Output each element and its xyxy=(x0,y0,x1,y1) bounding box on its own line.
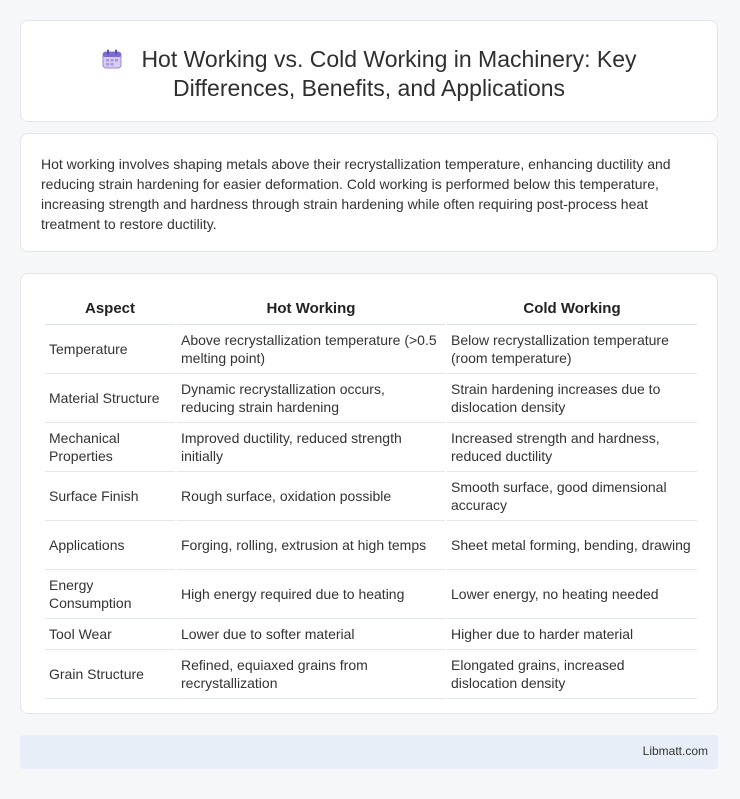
cell-hot: High energy required due to heating xyxy=(177,570,445,619)
cell-hot: Refined, equiaxed grains from recrystallization xyxy=(177,650,445,699)
cell-aspect: Applications xyxy=(45,521,175,570)
intro-card xyxy=(20,133,718,252)
table-row xyxy=(45,650,697,699)
cell-hot: Rough surface, oxidation possible xyxy=(177,472,445,521)
cell-cold: Lower energy, no heating needed xyxy=(447,570,697,619)
cell-cold: Higher due to harder material xyxy=(447,619,697,650)
cell-cold: Smooth surface, good dimensional accuracy xyxy=(447,472,697,521)
table-row xyxy=(45,570,697,619)
cell-aspect: Tool Wear xyxy=(45,619,175,650)
cell-hot: Dynamic recrystallization occurs, reducing strain hardening xyxy=(177,374,445,423)
header-aspect: Aspect xyxy=(45,294,175,325)
title-card xyxy=(20,20,718,122)
cell-hot: Above recrystallization temperature (>0.5 melting point) xyxy=(177,325,445,374)
cell-aspect: Grain Structure xyxy=(45,650,175,699)
intro-paragraph: Hot working involves shaping metals above their recrystallization temperature, enhancing ductility and reducing strain hardening for easier deformation. Cold working is performed below this temperature, increasing strength and hardness through strain hardening while often requiring post-process heat treatment to restore ductility. xyxy=(41,156,671,232)
table-row xyxy=(45,423,697,472)
cell-hot: Improved ductility, reduced strength initially xyxy=(177,423,445,472)
cell-aspect: Mechanical Properties xyxy=(45,423,175,472)
cell-cold: Sheet metal forming, bending, drawing xyxy=(447,521,697,570)
table-row xyxy=(45,619,697,650)
cell-aspect: Surface Finish xyxy=(45,472,175,521)
cell-hot: Forging, rolling, extrusion at high temps xyxy=(177,521,445,570)
title-line-2: Differences, Benefits, and Applications xyxy=(172,75,566,101)
footer-brand[interactable]: Libmatt.com xyxy=(642,744,708,758)
table-row xyxy=(45,521,697,570)
cell-hot: Lower due to softer material xyxy=(177,619,445,650)
title-line-1: Hot Working vs. Cold Working in Machinery: Key xyxy=(141,46,637,72)
cell-cold: Increased strength and hardness, reduced ductility xyxy=(447,423,697,472)
cell-cold: Below recrystallization temperature (room temperature) xyxy=(447,325,697,374)
page-title xyxy=(21,45,717,103)
cell-aspect: Temperature xyxy=(45,325,175,374)
footer-bar xyxy=(20,735,718,769)
comparison-table xyxy=(43,294,699,699)
cell-aspect: Energy Consumption xyxy=(45,570,175,619)
calendar-icon xyxy=(101,48,123,70)
comparison-table-card xyxy=(20,273,718,714)
header-cold-working: Cold Working xyxy=(447,294,697,325)
cell-cold: Elongated grains, increased dislocation density xyxy=(447,650,697,699)
header-hot-working: Hot Working xyxy=(177,294,445,325)
table-row xyxy=(45,374,697,423)
cell-cold: Strain hardening increases due to dislocation density xyxy=(447,374,697,423)
table-row xyxy=(45,472,697,521)
table-header-row xyxy=(45,294,697,325)
cell-aspect: Material Structure xyxy=(45,374,175,423)
table-row xyxy=(45,325,697,374)
